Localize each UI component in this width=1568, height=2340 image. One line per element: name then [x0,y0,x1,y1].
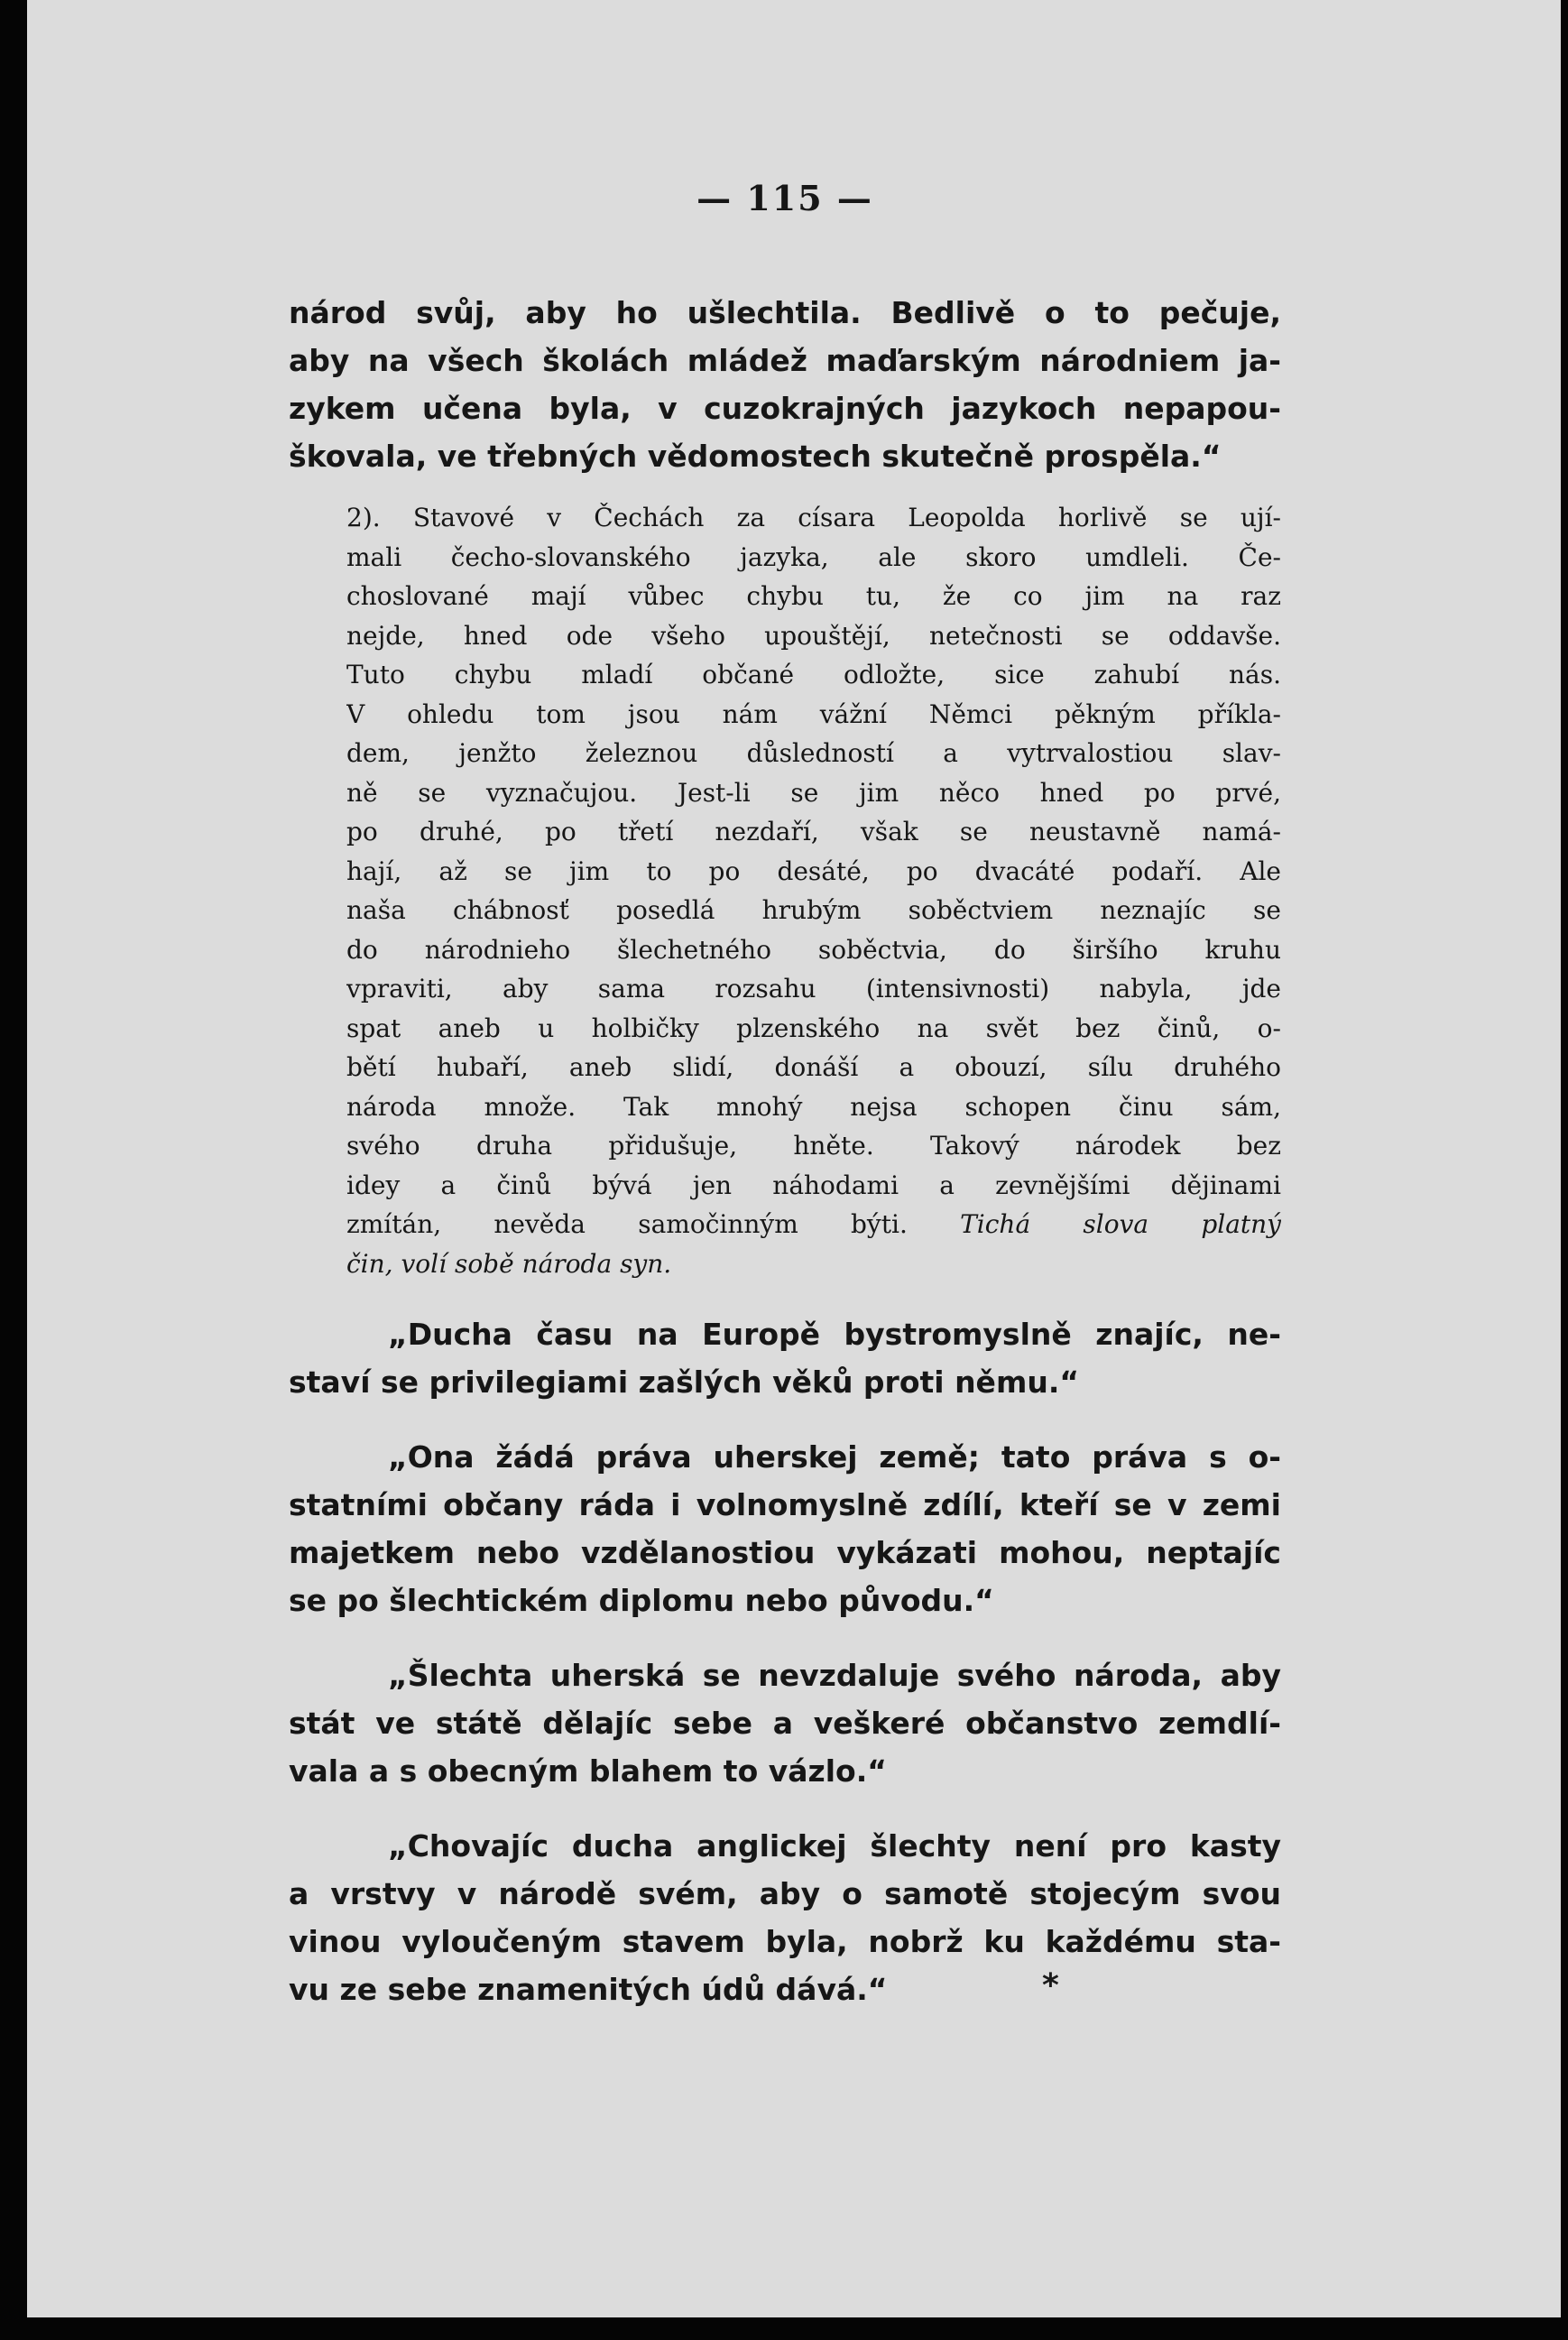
note-line: idey a činů bývá jen náhodami a zevnějšími dějinami [346,1170,1281,1200]
book-page [27,0,1561,2317]
text-line: „Chovajíc ducha anglickej šlechty není pro kasty [388,1828,1281,1864]
text-line: „Ducha času na Europě bystromyslně znajíc, ne- [388,1317,1281,1352]
note-line: V ohledu tom jsou nám vážní Němci pěkným příkla- [346,698,1281,729]
text-line: se po šlechtickém diplomu nebo původu.“ [289,1583,994,1618]
note-line: 2). Stavové v Čechách za císara Leopolda horlivě se ují- [346,503,1281,532]
text-block [289,180,1281,2013]
quote-paragraph [289,1651,1281,1795]
quote-paragraph [289,1433,1281,1624]
note-line: choslované mají vůbec chybu tu, že co jim na raz [346,581,1281,611]
footnote-2 [289,498,1281,1283]
text-line: „Ona žádá práva uherskej země; tato práva s o- [388,1439,1281,1475]
text-line: zykem učena byla, v cuzokrajných jazykoch nepapou- [289,391,1281,426]
note-line: ně se vyznačujou. Jest-li se jim něco hned po prvé, [346,777,1281,808]
text-line: staví se privilegiami zašlých věků proti němu.“ [289,1364,1080,1400]
note-line: bětí hubaří, aneb slidí, donáší a obouzí, sílu druhého [346,1052,1281,1082]
note-line: nejde, hned ode všeho upouštějí, netečnosti se oddavše. [346,620,1281,651]
note-italic-ending: čin, volí sobě národa syn. [346,1248,672,1279]
text-line: stát ve státě dělajíc sebe a veškeré občanstvo zemdlí- [289,1706,1281,1741]
text-line: národ svůj, aby ho ušlechtila. Bedlivě o to pečuje, [289,295,1281,330]
text-line: vinou vyloučeným stavem byla, nobrž ku každému sta- [289,1924,1281,1959]
text-line: a vrstvy v národě svém, aby o samotě stojecým svou [289,1876,1281,1911]
note-line: naša chábnosť posedlá hrubým soběctviem neznajíc se [346,895,1281,925]
paragraph-intro [289,289,1281,480]
note-line: hají, až se jim to po desáté, po dvacáté podaří. Ale [346,856,1281,886]
text-line: „Šlechta uherská se nevzdaluje svého národa, aby [388,1658,1281,1693]
note-line: do národnieho šlechetného soběctvia, do širšího kruhu [346,934,1281,965]
page-number: — 115 — [696,178,873,218]
quote-paragraph [289,1310,1281,1406]
note-line-roman: zmítán, nevěda samočinným býti. [346,1209,908,1239]
footer-asterisk: * [1042,1967,1059,2004]
note-line: svého druha přidušuje, hněte. Takový národek bez [346,1131,1281,1161]
note-line-mixed [346,1205,1281,1244]
note-line: mali čecho-slovanského jazyka, ale skoro umdleli. Če- [346,541,1281,572]
note-line: spat aneb u holbičky plzenského na svět bez činů, o- [346,1013,1281,1043]
text-line: škovala, ve třebných vědomostech skutečně prospěla.“ [289,439,1222,474]
note-line: vpraviti, aby sama rozsahu (intensivnosti) nabyla, jde [346,974,1281,1004]
note-line: národa množe. Tak mnohý nejsa schopen činu sám, [346,1091,1281,1122]
text-line: vala a s obecným blahem to vázlo.“ [289,1753,887,1789]
note-italic-phrase: Tichá slova platný [960,1209,1281,1239]
note-line: po druhé, po třetí nezdaří, však se neustavně namá- [346,817,1281,846]
text-line: vu ze sebe znamenitých údů dává.“ [289,1972,888,2007]
note-line: Tuto chybu mladí občané odložte, sice zahubí nás. [346,660,1281,689]
quote-paragraph [289,1822,1281,2013]
note-line: dem, jenžto železnou důsledností a vytrvalostiou slav- [346,738,1281,768]
note-line-italic [346,1244,1281,1284]
text-line: majetkem nebo vzdělanostiou vykázati mohou, neptajíc [289,1535,1281,1570]
text-line: statními občany ráda i volnomyslně zdílí, kteří se v zemi [289,1487,1281,1522]
text-line: aby na všech školách mládež maďarským národniem ja- [289,343,1281,378]
